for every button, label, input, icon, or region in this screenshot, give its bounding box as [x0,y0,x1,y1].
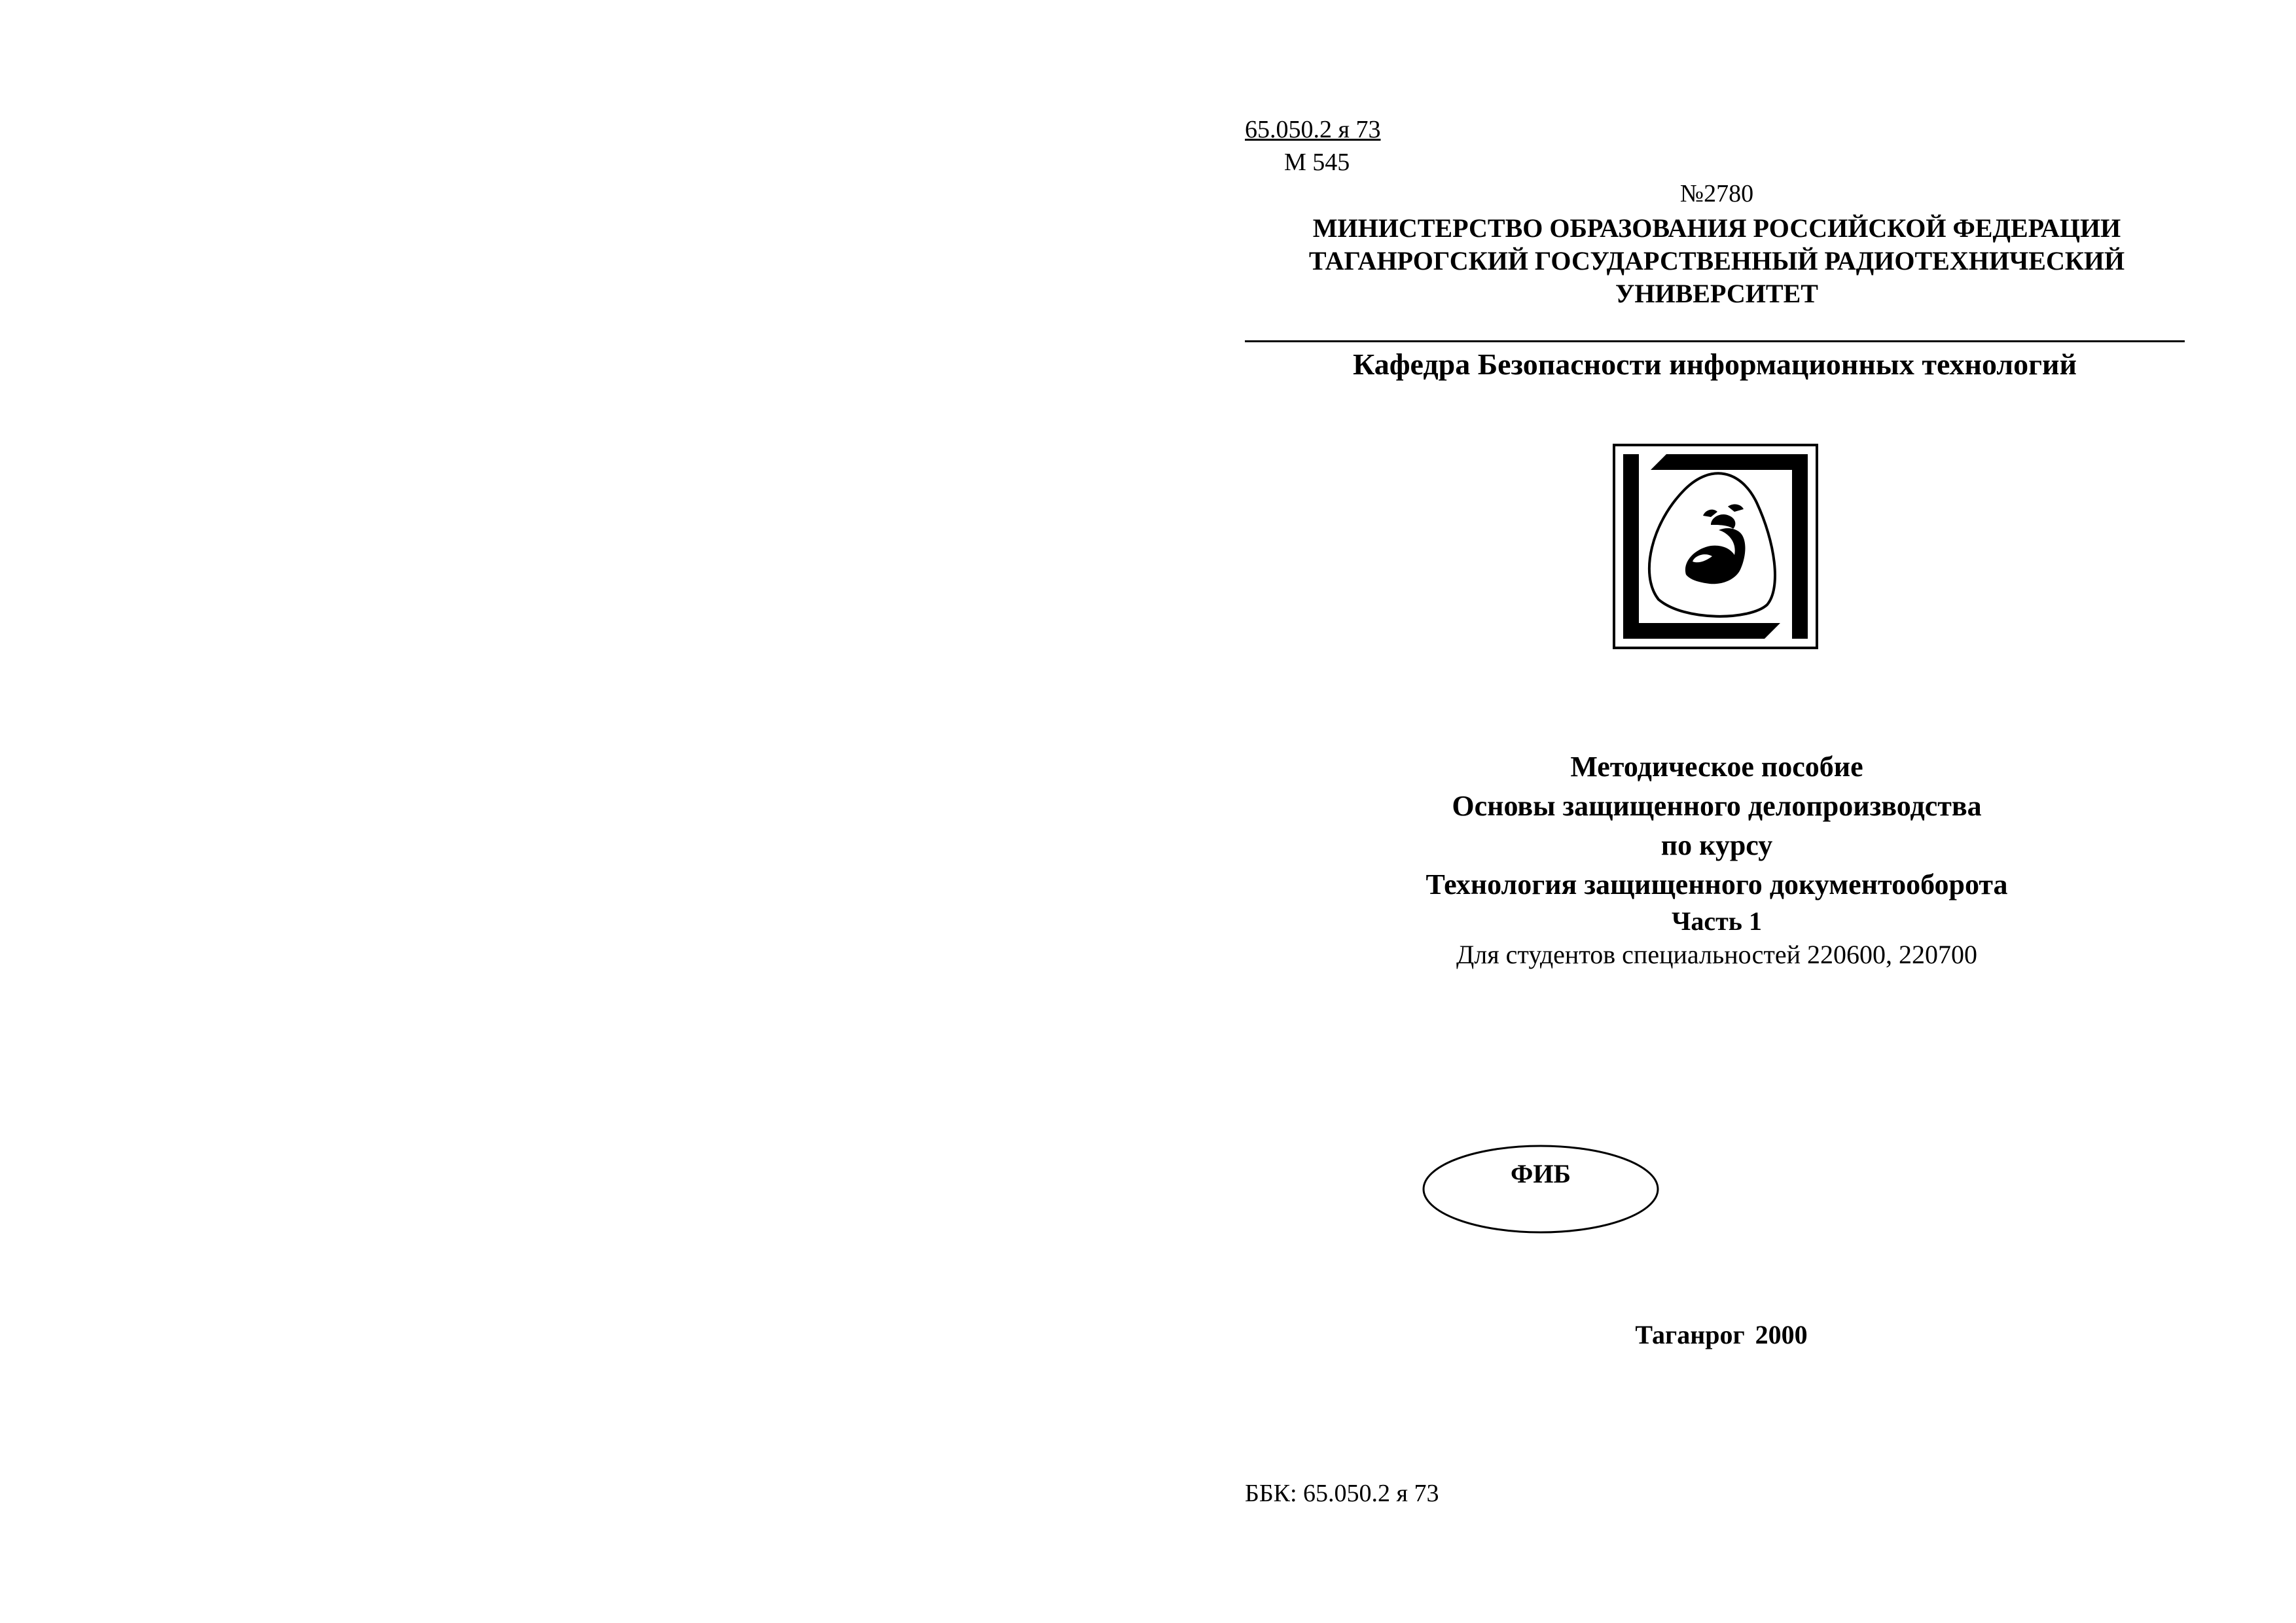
bbk-code: ББК: 65.050.2 я 73 [1245,1480,1439,1507]
classification-code: 65.050.2 я 73 [1245,116,1381,143]
university-name: ТАГАНРОГСКИЙ ГОСУДАРСТВЕННЫЙ РАДИОТЕХНИЧЕСКИЙ УНИВЕРСИТЕТ [1308,246,2125,308]
publication-topic: Основы защищенного делопроизводства [1452,790,1982,822]
audience-note: Для студентов специальностей 220600, 220700 [1456,940,1977,969]
header-divider [1245,340,2185,342]
title-block [1245,747,2189,971]
university-emblem-icon [1613,444,1818,649]
ministry-name: МИНИСТЕРСТВО ОБРАЗОВАНИЯ РОССИЙСКОЙ ФЕДЕРАЦИИ [1312,213,2121,243]
course-name: Технология защищенного документооборота [1426,868,2008,901]
publication-type: Методическое пособие [1570,751,1863,783]
author-mark: М 545 [1284,149,1350,176]
course-prefix: по курсу [1660,829,1773,861]
faculty-oval [1422,1144,1660,1234]
department-name: Кафедра Безопасности информационных технологий [1352,348,2077,381]
part-number: Часть 1 [1672,906,1762,936]
city-year: Таганрог 2000 [1635,1320,1808,1349]
document-number: №2780 [1679,180,1754,207]
faculty-label: ФИБ [1511,1159,1571,1188]
